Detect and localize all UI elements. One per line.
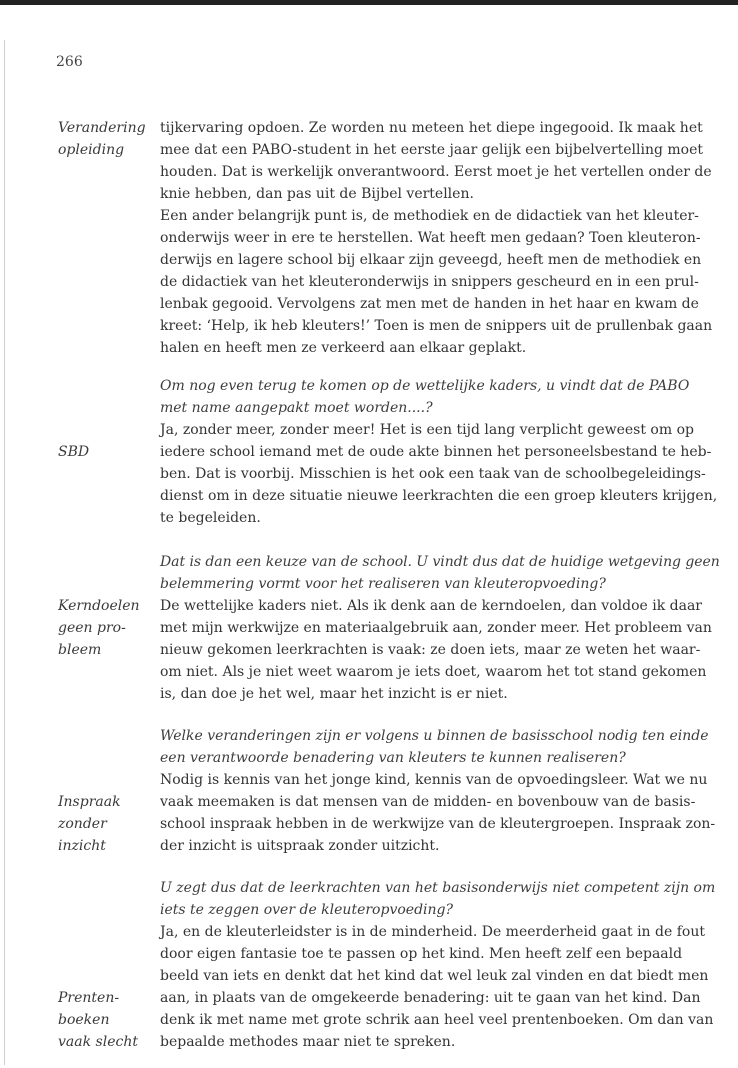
text-line: te begeleiden. bbox=[160, 510, 261, 526]
text-line: De wettelijke kaders niet. Als ik denk aan de kerndoelen, dan voldoe ik daar bbox=[160, 598, 702, 614]
text-line: ben. Dat is voorbij. Misschien is het ook een taak van de schoolbegeleidings- bbox=[160, 466, 706, 482]
interview-question-line: belemmering vormt voor het realiseren van kleuteropvoeding? bbox=[160, 576, 606, 592]
margin-note-line: vaak slecht bbox=[58, 1034, 138, 1050]
text-line: houden. Dat is werkelijk onverantwoord. Eerst moet je het vertellen onder de bbox=[160, 164, 712, 180]
interview-question-line: Om nog even terug te komen op de wettelijke kaders, u vindt dat de PABO bbox=[160, 378, 690, 394]
margin-note-line: zonder bbox=[58, 816, 107, 832]
top-border bbox=[0, 0, 738, 5]
text-line: onderwijs weer in ere te herstellen. Wat heeft men gedaan? Toen kleuteron- bbox=[160, 230, 701, 246]
interview-question-line: Welke veranderingen zijn er volgens u binnen de basisschool nodig ten einde bbox=[160, 728, 709, 744]
text-line: dienst om in deze situatie nieuwe leerkrachten die een groep kleuters krijgen, bbox=[160, 488, 718, 504]
margin-note-line: inzicht bbox=[58, 838, 106, 854]
text-line: vaak meemaken is dat mensen van de midden- en bovenbouw van de basis- bbox=[160, 794, 696, 810]
text-line: Ja, en de kleuterleidster is in de minderheid. De meerderheid gaat in de fout bbox=[160, 924, 705, 940]
text-line: tijkervaring opdoen. Ze worden nu meteen het diepe ingegooid. Ik maak het bbox=[160, 120, 703, 136]
margin-note-line: Kerndoelen bbox=[58, 598, 140, 614]
margin-note-line: Verandering bbox=[58, 120, 146, 136]
text-line: door eigen fantasie toe te passen op het kind. Men heeft zelf een bepaald bbox=[160, 946, 683, 962]
text-line: kreet: ‘Help, ik heb kleuters!’ Toen is men de snippers uit de prullenbak gaan bbox=[160, 318, 713, 334]
interview-block-4 bbox=[160, 725, 720, 857]
text-line: beeld van iets en denkt dat het kind dat wel leuk zal vinden en dat biedt men bbox=[160, 968, 709, 984]
text-line: aan, in plaats van de omgekeerde benadering: uit te gaan van het kind. Dan bbox=[160, 990, 701, 1006]
text-line: school inspraak hebben in de werkwijze van de kleutergroepen. Inspraak zon- bbox=[160, 816, 716, 832]
text-line: denk ik met name met grote schrik aan heel veel prentenboeken. Om dan van bbox=[160, 1012, 714, 1028]
text-line: knie hebben, dan pas uit de Bijbel vertellen. bbox=[160, 186, 474, 202]
text-line: om niet. Als je niet weet waarom je iets doet, waarom het tot stand gekomen bbox=[160, 664, 707, 680]
margin-note-sbd bbox=[58, 441, 154, 463]
text-line: bepaalde methodes maar niet te spreken. bbox=[160, 1034, 456, 1050]
margin-note-verandering-opleiding bbox=[58, 117, 154, 161]
text-line: derwijs en lagere school bij elkaar zijn geveegd, heeft men de methodiek en bbox=[160, 252, 702, 268]
margin-note-line: boeken bbox=[58, 1012, 110, 1028]
text-line: Nodig is kennis van het jonge kind, kennis van de opvoedingsleer. Wat we nu bbox=[160, 772, 708, 788]
body-paragraph-1 bbox=[160, 117, 720, 359]
interview-question-line: met name aangepakt moet worden....? bbox=[160, 400, 433, 416]
margin-note-inspraak bbox=[58, 791, 154, 857]
interview-block-3 bbox=[160, 551, 720, 705]
text-line: nieuw gekomen leerkrachten is vaak: ze doen iets, maar ze weten het waar- bbox=[160, 642, 701, 658]
text-line: halen en heeft men ze verkeerd aan elkaar geplakt. bbox=[160, 340, 527, 356]
text-line: Ja, zonder meer, zonder meer! Het is een tijd lang verplicht geweest om op bbox=[160, 422, 694, 438]
interview-question-line: Dat is dan een keuze van de school. U vindt dus dat de huidige wetgeving geen bbox=[160, 554, 720, 570]
text-line: iedere school iemand met de oude akte binnen het personeelsbestand te heb- bbox=[160, 444, 712, 460]
margin-note-line: Inspraak bbox=[58, 794, 121, 810]
margin-note-kerndoelen bbox=[58, 595, 154, 661]
text-line: de didactiek van het kleuteronderwijs in snippers gescheurd en in een prul- bbox=[160, 274, 699, 290]
text-line: lenbak gegooid. Vervolgens zat men met de handen in het haar en kwam de bbox=[160, 296, 699, 312]
interview-question-line: een verantwoorde benadering van kleuters te kunnen realiseren? bbox=[160, 750, 626, 766]
margin-note-line: bleem bbox=[58, 642, 102, 658]
margin-note-line: opleiding bbox=[58, 142, 125, 158]
interview-question-line: iets te zeggen over de kleuteropvoeding? bbox=[160, 902, 453, 918]
interview-block-2 bbox=[160, 375, 720, 529]
text-line: der inzicht is uitspraak zonder uitzicht. bbox=[160, 838, 440, 854]
text-line: mee dat een PABO-student in het eerste jaar gelijk een bijbelvertelling moet bbox=[160, 142, 703, 158]
text-line: met mijn werkwijze en materiaalgebruik aan, zonder meer. Het probleem van bbox=[160, 620, 712, 636]
left-edge-line bbox=[4, 40, 5, 1065]
margin-note-line: Prenten- bbox=[58, 990, 120, 1006]
margin-note-prentenboeken bbox=[58, 987, 154, 1053]
interview-block-5 bbox=[160, 877, 720, 1053]
interview-question-line: U zegt dus dat de leerkrachten van het basisonderwijs niet competent zijn om bbox=[160, 880, 716, 896]
text-line: is, dan doe je het wel, maar het inzicht is er niet. bbox=[160, 686, 508, 702]
margin-note-line: geen pro- bbox=[58, 620, 126, 636]
page-number: 266 bbox=[56, 54, 83, 70]
margin-note-line: SBD bbox=[58, 444, 90, 460]
text-line: Een ander belangrijk punt is, de methodiek en de didactiek van het kleuter- bbox=[160, 208, 699, 224]
